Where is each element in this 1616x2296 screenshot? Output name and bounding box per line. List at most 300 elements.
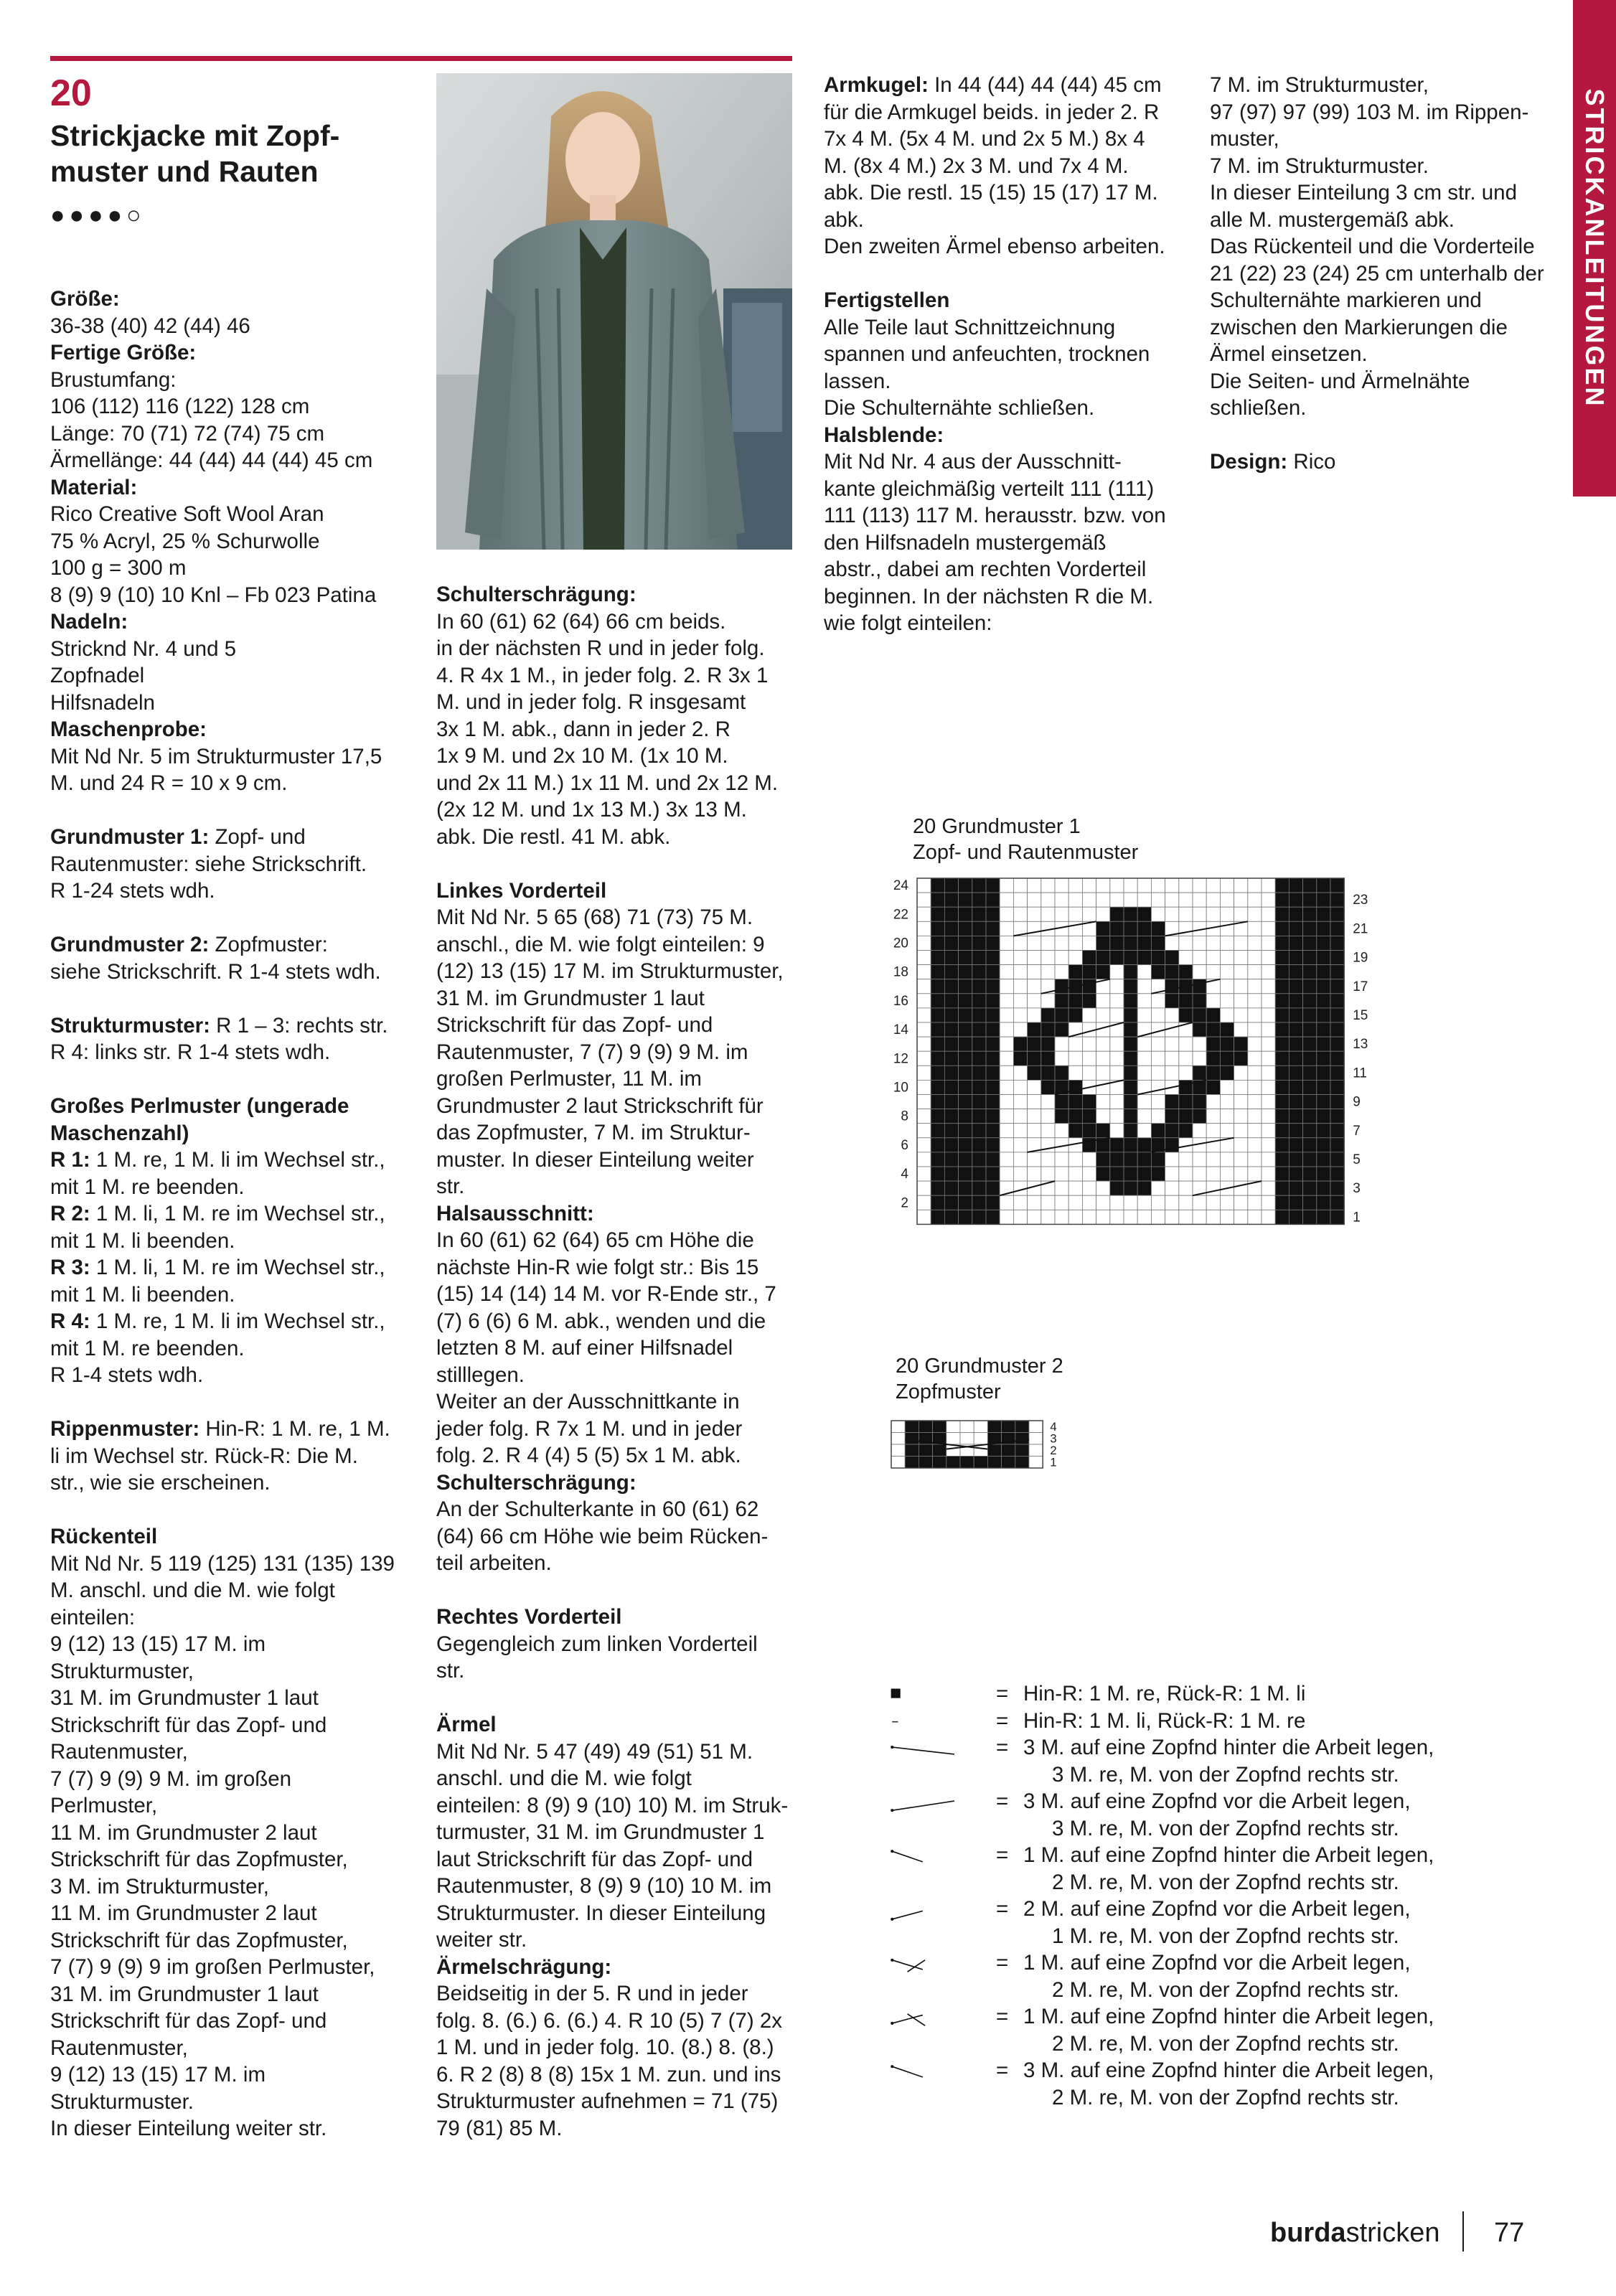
filled-square-icon [890, 1680, 954, 1707]
knit-cell [1137, 936, 1151, 950]
legend-text: 3 M. auf eine Zopfnd hinter die Arbeit legen, [1023, 1736, 1434, 1759]
row-number-right: 11 [1353, 1065, 1367, 1081]
purl-cell [1234, 994, 1248, 1008]
knit-cell [1124, 1138, 1137, 1152]
knit-cell [1055, 1022, 1068, 1037]
bold-label: Größe: [50, 287, 120, 311]
row-number-left: 20 [893, 936, 908, 951]
text-line [50, 1873, 423, 1901]
line-text: lassen. [824, 369, 891, 393]
legend-text: Hin-R: 1 M. li, Rück-R: 1 M. re [1023, 1708, 1306, 1733]
text-line [50, 851, 423, 878]
line-text: mit 1 M. li beenden. [50, 1282, 235, 1307]
knit-cell [1165, 951, 1179, 965]
bold-label: Material: [50, 475, 138, 499]
knit-cell [1289, 1051, 1302, 1065]
knit-cell [931, 1051, 944, 1065]
knit-cell [972, 1195, 986, 1210]
knit-cell [986, 1167, 1000, 1181]
line-text: folg. 8. (6.) 6. (6.) 4. R 10 (5) 7 (7) 2x [436, 2008, 783, 2033]
knit-cell [1015, 1433, 1029, 1445]
line-text: 1 M. re, 1 M. li im Wechsel str., [90, 1309, 385, 1333]
row-number-left: 12 [893, 1051, 908, 1067]
purl-cell [1068, 1051, 1082, 1065]
knit-cell [1303, 921, 1317, 936]
purl-cell [1248, 1138, 1262, 1152]
knit-cell [1179, 1008, 1193, 1022]
knit-cell [1330, 1195, 1344, 1210]
purl-cell [1262, 1022, 1275, 1037]
knit-cell [1317, 951, 1330, 965]
purl-cell [1000, 1138, 1013, 1152]
text-line [436, 1119, 809, 1147]
legend-equals: = [996, 1843, 1009, 1867]
purl-cell [917, 1008, 931, 1022]
line-text: wie folgt einteilen: [824, 611, 992, 635]
knit-cell [1068, 1008, 1082, 1022]
line-text: Strickschrift für das Zopf- und [50, 2009, 327, 2033]
purl-cell [1110, 1037, 1124, 1051]
purl-cell [1013, 1095, 1027, 1109]
knit-cell [972, 1124, 986, 1138]
purl-cell [1234, 878, 1248, 893]
purl-cell [1220, 1195, 1234, 1210]
knit-cell [1013, 1037, 1027, 1051]
knit-cell [1193, 994, 1206, 1008]
purl-cell [1220, 1109, 1234, 1124]
purl-cell [1041, 936, 1055, 950]
knit-cell [1068, 1095, 1082, 1109]
purl-cell [1234, 907, 1248, 921]
purl-cell [1028, 1095, 1041, 1109]
legend-row [890, 1680, 1536, 1708]
purl-cell [1262, 1095, 1275, 1109]
purl-cell [1082, 1037, 1096, 1051]
purl-cell [917, 907, 931, 921]
line-text: 1 M. re, 1 M. li im Wechsel str., [90, 1148, 385, 1172]
line-text: Strukturmuster. [50, 2089, 194, 2114]
purl-cell [1165, 1181, 1179, 1195]
knit-cell [1137, 907, 1151, 921]
knit-cell [1124, 1181, 1137, 1195]
text-line [824, 368, 1197, 395]
footer-brand [1270, 2217, 1439, 2249]
text-line [50, 1927, 423, 1954]
purl-cell [1096, 1210, 1110, 1224]
knit-cell [933, 1444, 946, 1457]
knit-cell [1165, 1109, 1179, 1124]
knit-cell [1110, 1138, 1124, 1152]
knit-cell [1275, 1037, 1289, 1051]
knit-cell [1317, 1109, 1330, 1124]
chart2-title [896, 1353, 1063, 1405]
knit-cell [1165, 979, 1179, 994]
text-line [50, 1362, 423, 1389]
column-4 [1210, 72, 1583, 476]
legend-text: 1 M. auf eine Zopfnd hinter die Arbeit legen, [1023, 1843, 1434, 1867]
knit-cell [1330, 1210, 1344, 1224]
knit-cell [931, 936, 944, 950]
bold-label: Maschenprobe: [50, 718, 207, 741]
knit-cell [905, 1444, 919, 1457]
text-line [436, 1254, 809, 1281]
purl-cell [917, 1210, 931, 1224]
knit-cell [972, 1008, 986, 1022]
purl-cell [1151, 907, 1165, 921]
text-line [436, 1657, 809, 1685]
legend-equals: = [996, 1736, 1009, 1759]
purl-cell [1096, 1181, 1110, 1195]
knit-cell [931, 1167, 944, 1181]
purl-cell [1000, 893, 1013, 907]
knit-cell [959, 1167, 972, 1181]
purl-cell [1137, 1065, 1151, 1080]
purl-cell [1082, 1051, 1096, 1065]
section-tab-label: STRICKANLEITUNGEN [1580, 88, 1610, 408]
purl-cell [1096, 1080, 1110, 1094]
purl-cell [1248, 1124, 1262, 1138]
text-line [824, 583, 1197, 611]
legend-text: 1 M. auf eine Zopfnd hinter die Arbeit legen, [1023, 2005, 1434, 2028]
purl-cell [1028, 951, 1041, 965]
knit-cell [1289, 1080, 1302, 1094]
purl-cell [1151, 1008, 1165, 1022]
text-line [50, 1174, 423, 1201]
knit-cell [1193, 1065, 1206, 1080]
purl-cell [1013, 907, 1027, 921]
knit-cell [1206, 1022, 1220, 1037]
purl-cell [917, 1095, 931, 1109]
knit-cell [1055, 994, 1068, 1008]
text-line [824, 476, 1197, 503]
line-text: 106 (112) 116 (122) 128 cm [50, 395, 310, 418]
line-text: Rico Creative Soft Wool Aran [50, 502, 324, 526]
knit-cell [1317, 1138, 1330, 1152]
text-line-heading [50, 1416, 423, 1443]
legend-row [890, 1949, 1536, 1977]
bold-label: Großes Perlmuster (ungerade [50, 1094, 349, 1118]
purl-cell [917, 1022, 931, 1037]
knit-cell [1330, 979, 1344, 994]
line-text: Zopf- und [209, 825, 306, 849]
purl-cell [1206, 907, 1220, 921]
row-number-right: 15 [1353, 1007, 1368, 1023]
paragraph-gap [50, 905, 423, 932]
purl-cell [1055, 907, 1068, 921]
text-line-heading [1210, 448, 1583, 476]
knit-cell [1317, 1051, 1330, 1065]
legend-row [890, 1788, 1536, 1815]
purl-cell [1234, 1195, 1248, 1210]
knit-cell [972, 979, 986, 994]
text-line [1210, 126, 1583, 153]
purl-cell [1041, 1167, 1055, 1181]
purl-cell [1220, 1210, 1234, 1224]
difficulty-dots: ●●●●○ [50, 202, 146, 229]
knit-cell [1110, 951, 1124, 965]
purl-cell [1151, 893, 1165, 907]
purl-cell [1220, 1008, 1234, 1022]
line-text: Alle Teile laut Schnittzeichnung [824, 315, 1116, 339]
purl-cell [1137, 1095, 1151, 1109]
knit-cell [1124, 951, 1137, 965]
knit-cell [931, 1124, 944, 1138]
purl-cell [1000, 994, 1013, 1008]
purl-cell [1000, 965, 1013, 979]
knit-cell [974, 1457, 987, 1469]
paragraph-gap [436, 850, 809, 878]
knit-cell [972, 893, 986, 907]
line-text: Die Seiten- und Ärmelnähte [1210, 369, 1470, 393]
purl-cell [1220, 1167, 1234, 1181]
knit-cell [959, 1109, 972, 1124]
purl-cell [1028, 979, 1041, 994]
knit-cell [1303, 1167, 1317, 1181]
purl-cell [1234, 1109, 1248, 1124]
knit-cell [1317, 994, 1330, 1008]
knit-cell [931, 921, 944, 936]
knit-cell [944, 936, 958, 950]
purl-cell [1165, 1065, 1179, 1080]
cable-3-3-back-icon [890, 1734, 954, 1761]
text-line [50, 1846, 423, 1873]
bold-label: R 1: [50, 1148, 90, 1172]
knit-cell [1179, 1080, 1193, 1094]
line-text: (7) 6 (6) 6 M. abk., wenden und die [436, 1309, 766, 1333]
text-line [436, 662, 809, 690]
knit-cell [919, 1421, 932, 1433]
purl-cell [1068, 951, 1082, 965]
purl-cell [1137, 1008, 1151, 1022]
purl-cell [1248, 1008, 1262, 1022]
knit-cell [1303, 1109, 1317, 1124]
text-line [436, 1012, 809, 1039]
knit-cell [1193, 1008, 1206, 1022]
knit-cell [1303, 907, 1317, 921]
text-line-heading [824, 72, 1197, 99]
knit-cell [972, 1109, 986, 1124]
line-text: 31 M. im Grundmuster 1 laut [50, 1686, 319, 1710]
purl-cell [917, 1167, 931, 1181]
line-text: 1 M. und in jeder folg. 10. (8.) 8. (8.) [436, 2036, 774, 2059]
text-line [50, 1469, 423, 1497]
row-number-right: 1 [1353, 1210, 1361, 1225]
text-line [436, 1926, 809, 1954]
knit-cell [1055, 1095, 1068, 1109]
knit-cell [1275, 1109, 1289, 1124]
purl-cell [1041, 1195, 1055, 1210]
text-line [50, 1335, 423, 1363]
knit-cell [1289, 1008, 1302, 1022]
knit-cell [986, 965, 1000, 979]
knit-cell [1096, 965, 1110, 979]
line-text: Ärmel einsetzen. [1210, 342, 1368, 366]
knit-cell [1124, 1080, 1137, 1094]
line-text: Das Rückenteil und die Vorderteile [1210, 235, 1535, 258]
purl-cell [1013, 951, 1027, 965]
knit-cell [1193, 1022, 1206, 1037]
line-text: 100 g = 300 m [50, 556, 187, 580]
line-text: 7 (7) 9 (9) 9 im großen Perlmuster, [50, 1955, 375, 1979]
line-text: abk. [824, 207, 864, 232]
knit-cell [1193, 1109, 1206, 1124]
line-text: Zopfmuster: [209, 933, 328, 956]
line-text: 6. R 2 (8) 8 (8) 15x 1 M. zun. und ins [436, 2062, 781, 2086]
row-number-right: 3 [1353, 1181, 1361, 1197]
purl-cell [1262, 979, 1275, 994]
purl-cell [1013, 893, 1027, 907]
knit-cell [959, 1210, 972, 1224]
purl-cell [1248, 878, 1262, 893]
knit-cell [1289, 1124, 1302, 1138]
knit-cell [1330, 1037, 1344, 1051]
text-line [50, 501, 423, 528]
knit-cell [919, 1444, 932, 1457]
knit-cell [1096, 1167, 1110, 1181]
text-line [436, 824, 809, 851]
knit-cell [1303, 979, 1317, 994]
text-line [436, 1496, 809, 1523]
text-line [50, 1739, 423, 1766]
text-line [50, 1981, 423, 2008]
knit-cell [1124, 1109, 1137, 1124]
knit-cell [959, 921, 972, 936]
knit-cell [972, 878, 986, 893]
symbol-legend [890, 1680, 1536, 2111]
knit-cell [1289, 893, 1302, 907]
legend-row [890, 1923, 1536, 1950]
purl-cell [1179, 1065, 1193, 1080]
purl-cell [1000, 1065, 1013, 1080]
knit-cell [972, 1065, 986, 1080]
bold-label: Strukturmuster: [50, 1013, 210, 1038]
purl-cell [1082, 1008, 1096, 1022]
purl-cell [1151, 878, 1165, 893]
purl-cell [1110, 979, 1124, 994]
text-line-heading [50, 824, 423, 851]
knit-cell [1289, 1195, 1302, 1210]
purl-cell [1096, 1037, 1110, 1051]
brand-light: stricken [1345, 2218, 1440, 2248]
knit-cell [972, 1181, 986, 1195]
purl-cell [1193, 1167, 1206, 1181]
purl-cell [1055, 1195, 1068, 1210]
purl-cell [1124, 1210, 1137, 1224]
legend-row [890, 1761, 1536, 1789]
knit-cell [1275, 1080, 1289, 1094]
purl-cell [1262, 965, 1275, 979]
knit-cell [933, 1457, 946, 1469]
purl-cell [1165, 1152, 1179, 1167]
purl-cell [1165, 1051, 1179, 1065]
line-text: Rautenmuster, 7 (7) 9 (9) 9 M. im [436, 1040, 748, 1064]
purl-cell [1220, 936, 1234, 950]
paragraph-gap [436, 1577, 809, 1604]
knit-cell [1015, 1444, 1029, 1457]
text-line [436, 743, 809, 770]
knit-cell [1193, 1095, 1206, 1109]
knit-cell [1220, 1022, 1234, 1037]
legend-text: 2 M. auf eine Zopfnd vor die Arbeit legen, [1023, 1897, 1411, 1921]
text-line [824, 556, 1197, 583]
text-line-heading [824, 287, 1197, 314]
purl-cell [1179, 878, 1193, 893]
line-text: Hilfsnadeln [50, 690, 155, 715]
purl-cell [1041, 965, 1055, 979]
purl-cell [1165, 893, 1179, 907]
purl-cell [1124, 878, 1137, 893]
purl-cell [960, 1421, 974, 1433]
purl-cell [1096, 893, 1110, 907]
text-line-heading [50, 1012, 423, 1040]
knit-cell [931, 878, 944, 893]
row-number-right: 4 [1050, 1420, 1057, 1434]
text-line-heading [436, 1469, 809, 1497]
knit-cell [931, 1095, 944, 1109]
text-line [824, 502, 1197, 530]
line-text: R 1 – 3: rechts str. [210, 1013, 388, 1038]
purl-cell [1096, 1195, 1110, 1210]
text-line [824, 233, 1197, 260]
text-line [436, 1631, 809, 1658]
line-text: 21 (22) 23 (24) 25 cm unterhalb der [1210, 261, 1544, 286]
knit-cell [959, 951, 972, 965]
text-line [436, 2008, 809, 2035]
knit-cell [972, 907, 986, 921]
purl-cell [1028, 994, 1041, 1008]
knit-cell [1275, 907, 1289, 921]
purl-cell [1055, 1152, 1068, 1167]
text-line [824, 153, 1197, 180]
text-line [50, 447, 423, 474]
chart2-title-line2: Zopfmuster [896, 1380, 1001, 1403]
text-line [50, 878, 423, 905]
text-line [436, 1065, 809, 1093]
purl-cell [1137, 1051, 1151, 1065]
purl-cell [1068, 1037, 1082, 1051]
purl-cell [1110, 1210, 1124, 1224]
knit-cell [959, 1022, 972, 1037]
purl-cell [917, 951, 931, 965]
knit-cell [1330, 1124, 1344, 1138]
knit-cell [959, 979, 972, 994]
line-text: 111 (113) 117 M. herausstr. bzw. von [824, 504, 1166, 527]
purl-cell [1220, 965, 1234, 979]
line-text: großen Perlmuster, 11 M. im [436, 1067, 702, 1091]
purl-cell [1029, 1433, 1043, 1445]
knit-cell [1303, 936, 1317, 950]
purl-cell [1193, 951, 1206, 965]
purl-cell [1234, 1181, 1248, 1195]
text-line [436, 2061, 809, 2089]
purl-cell [1262, 1181, 1275, 1195]
knit-cell [931, 1008, 944, 1022]
knit-cell [986, 878, 1000, 893]
knit-cell [1096, 951, 1110, 965]
purl-cell [1096, 994, 1110, 1008]
knit-cell [1275, 1181, 1289, 1195]
line-text: Mit Nd Nr. 5 65 (68) 71 (73) 75 M. [436, 905, 753, 929]
knit-cell [1124, 921, 1137, 936]
knit-cell [1275, 1022, 1289, 1037]
line-text: folg. 2. R 4 (4) 5 (5) 5x 1 M. abk. [436, 1444, 741, 1467]
text-line [50, 582, 423, 609]
purl-cell [1179, 1037, 1193, 1051]
line-text: 7 (7) 9 (9) 9 M. im großen [50, 1766, 292, 1791]
knit-cell [1096, 1152, 1110, 1167]
knit-cell [1330, 878, 1344, 893]
knit-cell [1289, 1022, 1302, 1037]
